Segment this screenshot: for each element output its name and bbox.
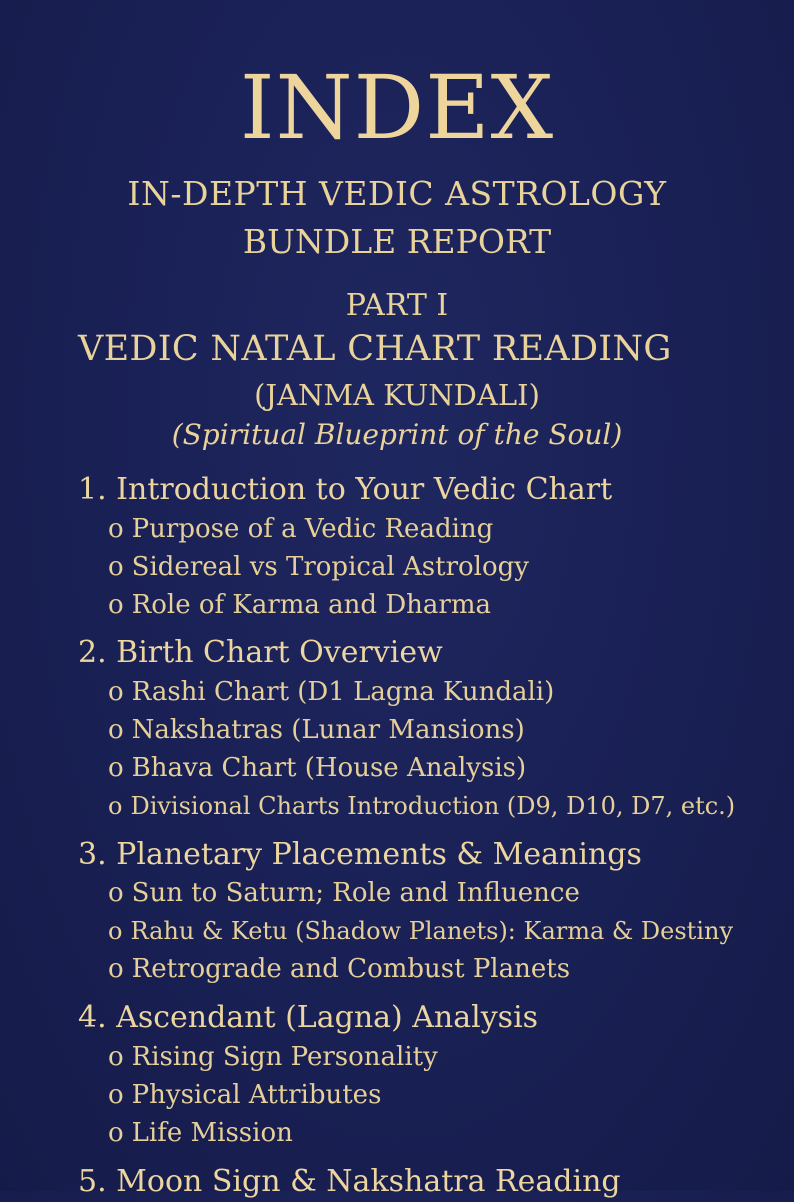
bullet-marker: o bbox=[108, 753, 124, 783]
list-item-text: Purpose of a Vedic Reading bbox=[131, 514, 494, 544]
list-item-text: Role of Karma and Dharma bbox=[131, 590, 491, 620]
bullet-marker: o bbox=[108, 514, 124, 544]
index-title: INDEX bbox=[239, 56, 555, 159]
list-item bbox=[108, 876, 580, 910]
list-item bbox=[108, 1078, 381, 1112]
bullet-marker: o bbox=[108, 792, 123, 820]
list-item bbox=[108, 751, 526, 785]
section-heading-5: 5. Moon Sign & Nakshatra Reading bbox=[78, 1164, 621, 1199]
list-item-text: Nakshatras (Lunar Mansions) bbox=[131, 715, 525, 745]
list-item bbox=[108, 952, 570, 986]
section-heading-2: 2. Birth Chart Overview bbox=[78, 635, 443, 670]
list-item bbox=[108, 914, 733, 948]
list-item-text: Sun to Saturn; Role and Influence bbox=[131, 878, 580, 908]
report-subtitle-line-2: BUNDLE REPORT bbox=[242, 222, 552, 261]
part-tagline: (Spiritual Blueprint of the Soul) bbox=[171, 418, 623, 451]
list-item-text: Life Mission bbox=[131, 1118, 293, 1148]
section-heading-3: 3. Planetary Placements & Meanings bbox=[78, 837, 642, 872]
section-heading-1: 1. Introduction to Your Vedic Chart bbox=[78, 472, 613, 507]
bullet-marker: o bbox=[108, 715, 124, 745]
bullet-marker: o bbox=[108, 917, 123, 945]
list-item bbox=[108, 512, 493, 546]
part-subtitle: (JANMA KUNDALI) bbox=[254, 378, 540, 412]
bullet-marker: o bbox=[108, 590, 124, 620]
list-item-text: Rashi Chart (D1 Lagna Kundali) bbox=[131, 677, 555, 707]
list-item-text: Physical Attributes bbox=[131, 1080, 382, 1110]
list-item bbox=[108, 1040, 438, 1074]
report-subtitle-line-1: IN-DEPTH VEDIC ASTROLOGY bbox=[127, 174, 667, 213]
section-heading-4: 4. Ascendant (Lagna) Analysis bbox=[78, 1000, 539, 1035]
list-item bbox=[108, 588, 491, 622]
bullet-marker: o bbox=[108, 552, 124, 582]
list-item-text: Rising Sign Personality bbox=[131, 1042, 438, 1072]
list-item bbox=[108, 1116, 293, 1150]
part-label: PART I bbox=[345, 288, 449, 323]
list-item bbox=[108, 789, 735, 823]
bullet-marker: o bbox=[108, 954, 124, 984]
list-item bbox=[108, 550, 529, 584]
bullet-marker: o bbox=[108, 677, 124, 707]
list-item-text: Bhava Chart (House Analysis) bbox=[131, 753, 527, 783]
bullet-marker: o bbox=[108, 1042, 124, 1072]
list-item-text: Divisional Charts Introduction (D9, D10, D7, etc.) bbox=[130, 792, 736, 820]
list-item bbox=[108, 713, 525, 747]
bullet-marker: o bbox=[108, 1118, 124, 1148]
list-item-text: Sidereal vs Tropical Astrology bbox=[131, 552, 529, 582]
part-title: VEDIC NATAL CHART READING bbox=[78, 329, 672, 369]
bullet-marker: o bbox=[108, 1080, 124, 1110]
list-item bbox=[108, 675, 554, 709]
bullet-marker: o bbox=[108, 878, 124, 908]
list-item-text: Rahu & Ketu (Shadow Planets): Karma & Destiny bbox=[130, 917, 734, 945]
list-item-text: Retrograde and Combust Planets bbox=[131, 954, 571, 984]
